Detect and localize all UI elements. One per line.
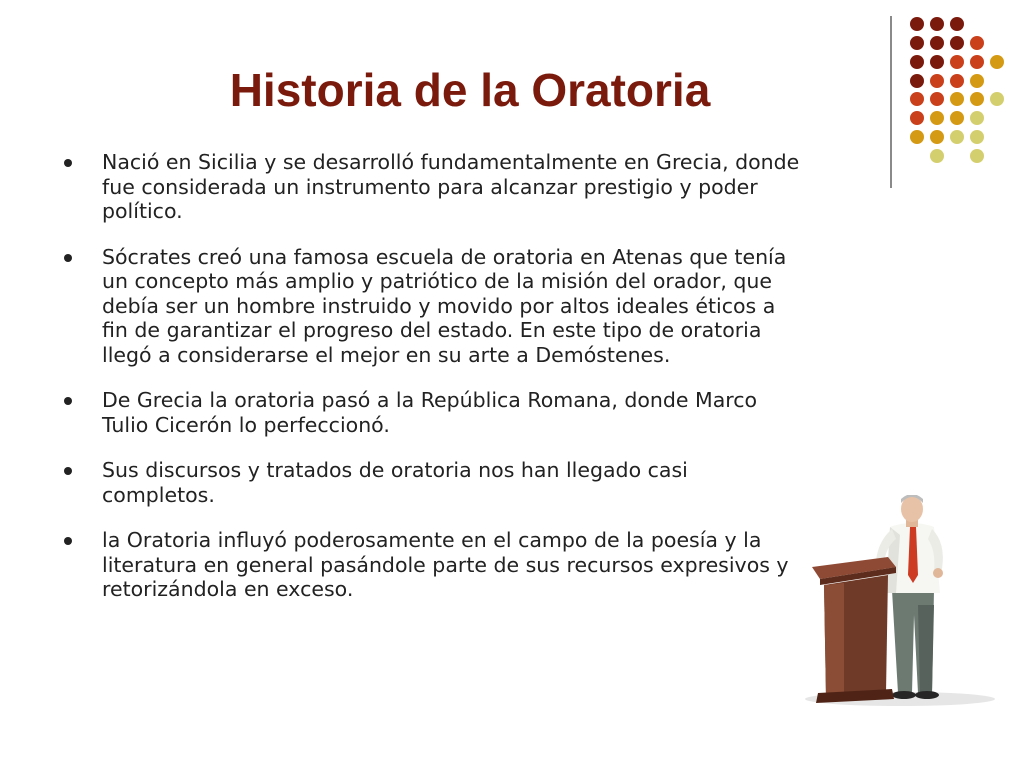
decorative-dot — [930, 17, 944, 31]
decorative-dot — [950, 36, 964, 50]
decorative-dot — [950, 55, 964, 69]
bullet-icon — [64, 537, 72, 545]
decorative-dot — [990, 55, 1004, 69]
speaker-at-podium-icon — [800, 495, 1000, 710]
decorative-dot — [930, 111, 944, 125]
bullet-text: Sus discursos y tratados de oratoria nos han llegado casi completos. — [102, 458, 688, 507]
bullet-text: Nació en Sicilia y se desarrolló fundamentalmente en Grecia, donde fue considerada un instrumento para alcanzar prestigio y poder político. — [102, 150, 800, 223]
decorative-dot — [970, 74, 984, 88]
bullet-text: Sócrates creó una famosa escuela de oratoria en Atenas que tenía un concepto más amplio y patriótico de la misión del orador, que debía ser un hombre instruido y movido por altos ideales éticos a fin de garantizar el progreso del estado. En este tipo de oratoria llegó a considerarse el mejor en su arte a Demóstenes. — [102, 244, 787, 367]
bullet-text: De Grecia la oratoria pasó a la República Romana, donde Marco Tulio Cicerón lo perfeccionó. — [102, 388, 758, 437]
page-title: Historia de la Oratoria — [229, 64, 711, 116]
decorative-dot — [950, 111, 964, 125]
bullet-icon — [64, 397, 72, 405]
decorative-dot — [910, 92, 924, 106]
bullet-list — [64, 150, 804, 623]
bullet-icon — [64, 254, 72, 262]
bullet-icon — [64, 159, 72, 167]
decorative-dot — [950, 74, 964, 88]
decorative-dot — [910, 130, 924, 144]
decorative-dot — [970, 55, 984, 69]
list-item — [64, 150, 804, 224]
decorative-dot — [930, 36, 944, 50]
decorative-dot — [950, 130, 964, 144]
decorative-dot — [970, 130, 984, 144]
decorative-dot — [970, 111, 984, 125]
list-item — [64, 245, 804, 368]
decorative-dot — [970, 92, 984, 106]
decorative-dot — [970, 36, 984, 50]
list-item — [64, 388, 804, 437]
decorative-dot — [930, 74, 944, 88]
list-item — [64, 528, 804, 602]
decorative-dot — [910, 111, 924, 125]
decorative-dot — [930, 55, 944, 69]
decorative-dot — [930, 92, 944, 106]
list-item — [64, 458, 804, 507]
decorative-dot — [970, 149, 984, 163]
decorative-dot — [910, 36, 924, 50]
bullet-text: la Oratoria influyó poderosamente en el campo de la poesía y la literatura en general pasándole parte de sus recursos expresivos y retorizándola en exceso. — [102, 528, 789, 601]
decorative-dot — [950, 17, 964, 31]
decorative-dot — [910, 74, 924, 88]
decorative-dot — [990, 92, 1004, 106]
decorative-dot — [930, 130, 944, 144]
decorative-dot — [910, 17, 924, 31]
decorative-dot — [910, 55, 924, 69]
decorative-dot — [930, 149, 944, 163]
decorative-dot — [950, 92, 964, 106]
bullet-icon — [64, 467, 72, 475]
